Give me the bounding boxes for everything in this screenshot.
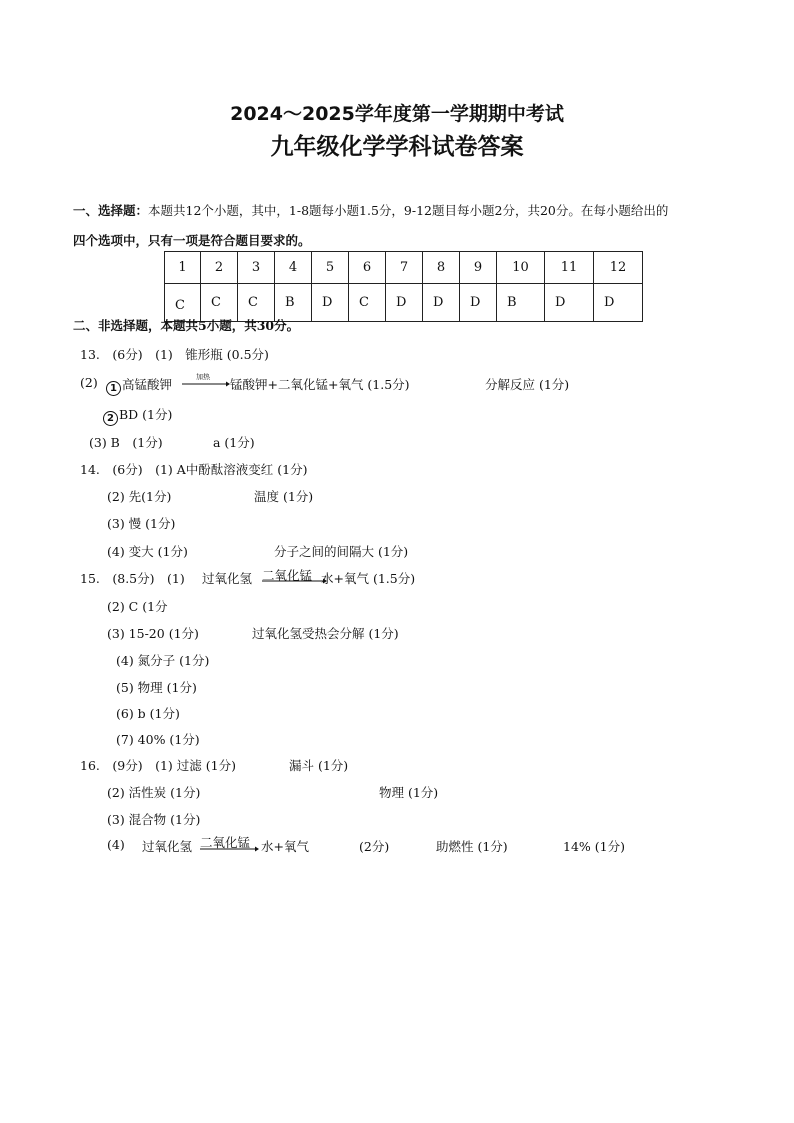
answer-cell: D bbox=[423, 284, 460, 322]
q16-l2-b: 物理 (1分) bbox=[379, 785, 439, 800]
q14-l2-a: (2) 先(1分) bbox=[107, 489, 172, 504]
q15-l1-reactant: 过氧化氢 bbox=[202, 571, 253, 586]
part1-description2: 四个选项中，只有一项是符合题目要求的。 bbox=[73, 233, 311, 248]
q13-l4-a: (3) B (1分) bbox=[89, 435, 163, 450]
q13-l3-text: BD (1分) bbox=[119, 407, 173, 422]
q13-l2-products: 锰酸钾+二氧化锰+氧气 (1.5分) bbox=[230, 377, 410, 392]
q13-l2-type: 分解反应 (1分) bbox=[485, 377, 570, 392]
q15-l1-condition: 二氧化锰 bbox=[262, 568, 313, 583]
q14-l2-b: 温度 (1分) bbox=[254, 489, 314, 504]
answer-cell: C bbox=[238, 284, 275, 322]
answer-cell: C bbox=[349, 284, 386, 322]
q15-l3-a: (3) 15-20 (1分) bbox=[107, 626, 199, 641]
answer-cell: D bbox=[460, 284, 497, 322]
part1-intro bbox=[73, 196, 733, 256]
q15-reaction-arrow bbox=[260, 574, 328, 586]
question-number-cell: 12 bbox=[594, 252, 643, 284]
question-number-cell: 4 bbox=[275, 252, 312, 284]
answer-cell: C bbox=[201, 284, 238, 322]
answer-table-header-row bbox=[165, 252, 643, 284]
q15-l3-b: 过氧化氢受热会分解 (1分) bbox=[252, 626, 399, 641]
q16-l4-score: (2分) bbox=[359, 839, 390, 854]
q14-line1: 14. (6分) (1) A中酚酞溶液变红 (1分) bbox=[80, 462, 308, 477]
answer-cell: C bbox=[165, 284, 201, 322]
q13-l4-b: a (1分) bbox=[213, 435, 255, 450]
q13-l2-reactant: 高锰酸钾 bbox=[122, 377, 173, 392]
q16-l4-prefix: (4) bbox=[107, 837, 125, 852]
exam-title: 2024～2025学年度第一学期期中考试 bbox=[230, 103, 564, 125]
question-number-cell: 1 bbox=[165, 252, 201, 284]
q13-l3 bbox=[103, 405, 172, 426]
q15-l1-prefix: 15. (8.5分) (1) bbox=[80, 571, 185, 586]
q16-l4-c: 14% (1分) bbox=[563, 839, 625, 854]
part1-intro-line1 bbox=[73, 196, 733, 226]
q14-l4-a: (4) 变大 (1分) bbox=[107, 544, 188, 559]
q16-l4-b: 助燃性 (1分) bbox=[436, 839, 508, 854]
q16-l4-reactant: 过氧化氢 bbox=[142, 839, 193, 854]
q15-l6: (6) b (1分) bbox=[116, 706, 180, 721]
q13-l2-prefix: (2) bbox=[80, 375, 98, 390]
circled-number-icon: 1 bbox=[106, 381, 121, 396]
q16-l4-products: 水+氧气 bbox=[261, 839, 309, 854]
part1-title: 一、选择题： bbox=[73, 203, 149, 218]
q16-l1-a: 16. (9分) (1) 过滤 (1分) bbox=[80, 758, 236, 773]
question-number-cell: 2 bbox=[201, 252, 238, 284]
answer-cell: D bbox=[594, 284, 643, 322]
circled-number-icon: 2 bbox=[103, 411, 118, 426]
q13-line1: 13. (6分) (1) 锥形瓶 (0.5分) bbox=[80, 347, 269, 362]
question-number-cell: 5 bbox=[312, 252, 349, 284]
question-number-cell: 6 bbox=[349, 252, 386, 284]
q16-l1-b: 漏斗 (1分) bbox=[289, 758, 349, 773]
answer-cell: B bbox=[497, 284, 545, 322]
question-number-cell: 3 bbox=[238, 252, 275, 284]
arrow-head-icon bbox=[255, 847, 259, 852]
question-number-cell: 11 bbox=[545, 252, 594, 284]
part2-title: 二、非选择题，本题共5小题，共30分。 bbox=[73, 318, 300, 333]
q16-reaction-arrow bbox=[198, 842, 260, 854]
exam-subtitle: 九年级化学学科试卷答案 bbox=[270, 134, 524, 160]
answer-cell: B bbox=[275, 284, 312, 322]
answer-cell: D bbox=[312, 284, 349, 322]
q16-l4-condition: 二氧化锰 bbox=[200, 835, 251, 850]
q13-l2-reaction bbox=[106, 375, 172, 396]
q13-l2-condition: 加热 bbox=[196, 373, 210, 381]
answer-table bbox=[164, 251, 643, 322]
q15-l7: (7) 40% (1分) bbox=[116, 732, 200, 747]
q16-l3: (3) 混合物 (1分) bbox=[107, 812, 201, 827]
q16-l2-a: (2) 活性炭 (1分) bbox=[107, 785, 201, 800]
q14-l3: (3) 慢 (1分) bbox=[107, 516, 176, 531]
q15-l1-products: 水+氧气 (1.5分) bbox=[321, 571, 416, 586]
question-number-cell: 9 bbox=[460, 252, 497, 284]
answer-cell: D bbox=[545, 284, 594, 322]
part1-description: 本题共12个小题，其中，1-8题每小题1.5分，9-12题目每小题2分，共20分。在每小题给出的 bbox=[148, 203, 669, 218]
question-number-cell: 10 bbox=[497, 252, 545, 284]
q14-l4-b: 分子之间的间隔大 (1分) bbox=[274, 544, 409, 559]
question-number-cell: 8 bbox=[423, 252, 460, 284]
q15-l4: (4) 氮分子 (1分) bbox=[116, 653, 210, 668]
q15-l2: (2) C (1分 bbox=[107, 599, 168, 614]
q15-l5: (5) 物理 (1分) bbox=[116, 680, 197, 695]
question-number-cell: 7 bbox=[386, 252, 423, 284]
answer-cell: D bbox=[386, 284, 423, 322]
